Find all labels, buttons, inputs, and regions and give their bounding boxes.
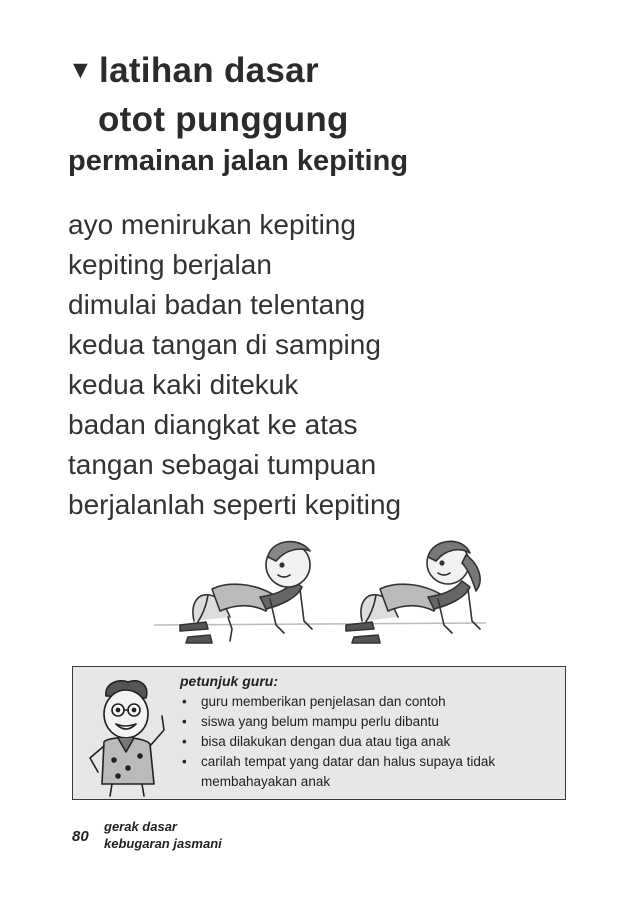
activity-title: permainan jalan kepiting bbox=[68, 145, 409, 177]
heading-line-1: latihan dasar bbox=[99, 51, 319, 90]
poem-line: berjalanlah seperti kepiting bbox=[68, 489, 402, 520]
guide-item: • guru memberikan penjelasan dan contoh bbox=[180, 692, 560, 712]
poem-line: dimulai badan telentang bbox=[68, 289, 366, 320]
poem-line: kedua tangan di samping bbox=[68, 329, 381, 360]
guide-item: • siswa yang belum mampu perlu dibantu bbox=[180, 712, 560, 732]
poem-line: badan diangkat ke atas bbox=[68, 409, 358, 440]
section-heading bbox=[68, 48, 349, 143]
footer-line-1: gerak dasar bbox=[104, 819, 177, 834]
girl-figure bbox=[346, 541, 480, 643]
poem-line: tangan sebagai tumpuan bbox=[68, 449, 377, 480]
guide-list bbox=[180, 692, 560, 792]
poem-line: kepiting berjalan bbox=[68, 249, 272, 280]
teacher-illustration bbox=[84, 676, 174, 798]
crab-walk-illustration bbox=[150, 525, 490, 665]
footer-line-2: kebugaran jasmani bbox=[104, 836, 222, 851]
guide-item: • bisa dilakukan dengan dua atau tiga anak bbox=[180, 732, 560, 752]
page-number: 80 bbox=[72, 828, 89, 845]
heading-line-2: otot punggung bbox=[98, 100, 349, 139]
instruction-poem bbox=[68, 205, 401, 525]
poem-line: kedua kaki ditekuk bbox=[68, 369, 299, 400]
down-triangle-icon: ▼ bbox=[68, 56, 94, 84]
guide-title: petunjuk guru: bbox=[180, 673, 278, 689]
boy-figure bbox=[180, 542, 312, 643]
footer-book-title bbox=[104, 818, 222, 852]
poem-line: ayo menirukan kepiting bbox=[68, 209, 356, 240]
guide-item: • carilah tempat yang datar dan halus supaya tidak membahayakan anak bbox=[180, 752, 560, 792]
